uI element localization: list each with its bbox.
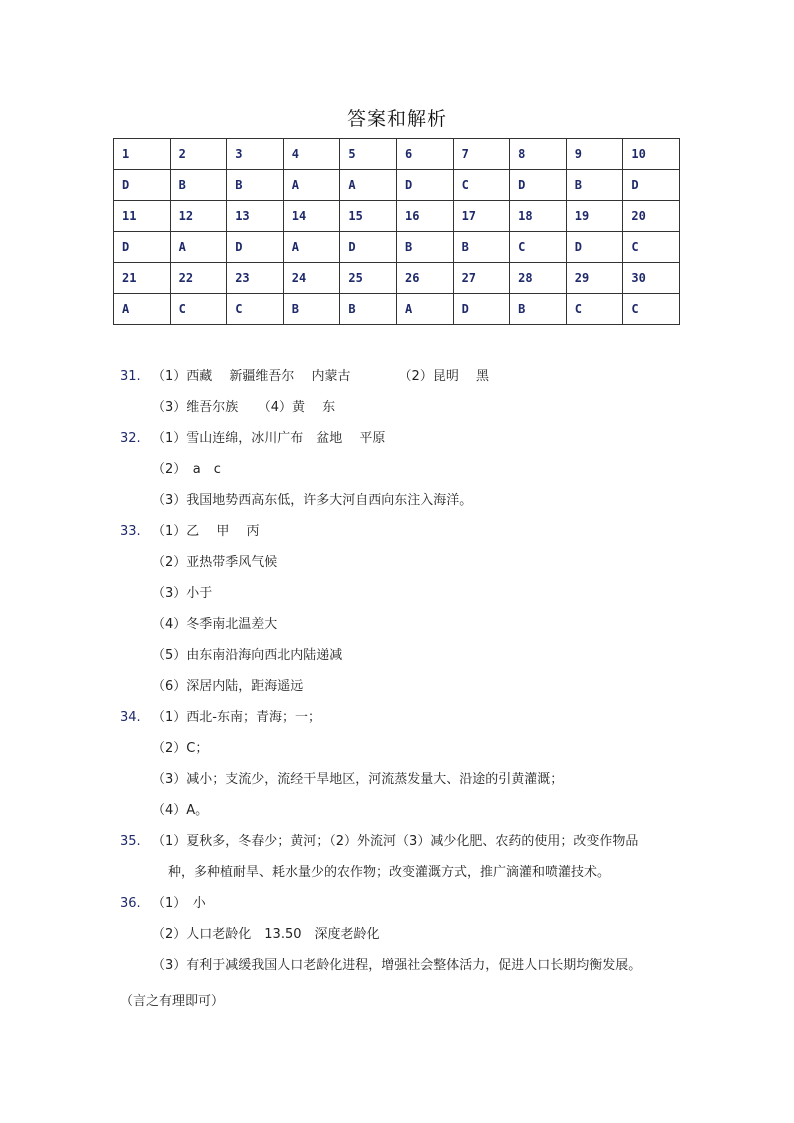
table-cell: 23 (227, 263, 284, 294)
table-cell: C (227, 294, 284, 325)
q33-part-1: （1）乙 甲 丙 (152, 524, 260, 539)
table-cell: 3 (227, 139, 284, 170)
q34-line-3: （3）减小；支流少，流经干旱地区，河流蒸发量大、沿途的引黄灌溉； (152, 772, 564, 787)
q35-part-1: （1）夏秋多，冬春少；黄河；（2）外流河（3）减少化肥、农药的使用；改变作物品 (152, 834, 639, 849)
table-cell: 28 (510, 263, 567, 294)
table-cell: D (340, 232, 397, 263)
table-cell: D (453, 294, 510, 325)
q32-line-3: （3）我国地势西高东低，许多大河自西向东注入海洋。 (152, 493, 473, 508)
q33-line-6: （6）深居内陆，距海遥远 (152, 679, 304, 694)
q34-line-4: （4）A。 (152, 803, 209, 818)
table-cell: 4 (283, 139, 340, 170)
table-cell: 7 (453, 139, 510, 170)
answer-table (113, 138, 680, 325)
table-cell: 18 (510, 201, 567, 232)
q32-line-2: （2） a c (152, 462, 221, 477)
table-cell: 11 (114, 201, 171, 232)
table-cell: 16 (396, 201, 453, 232)
q33-line-5: （5）由东南沿海向西北内陆递减 (152, 648, 343, 663)
table-cell: 8 (510, 139, 567, 170)
table-cell: 20 (623, 201, 680, 232)
table-cell: D (114, 170, 171, 201)
footnote: （言之有理即可） (120, 994, 225, 1009)
table-cell: 25 (340, 263, 397, 294)
q33-line-4: （4）冬季南北温差大 (152, 617, 278, 632)
table-cell: B (566, 170, 623, 201)
q33-line-3: （3）小于 (152, 586, 213, 601)
q34-part-1: （1）西北-东南；青海；一； (152, 710, 321, 725)
q31-line-2: （3）维吾尔族 （4）黄 东 (152, 400, 336, 415)
table-row (114, 294, 680, 325)
table-cell: A (283, 232, 340, 263)
table-cell: 21 (114, 263, 171, 294)
table-cell: 12 (170, 201, 227, 232)
table-cell: 22 (170, 263, 227, 294)
table-cell: 19 (566, 201, 623, 232)
table-cell: A (396, 294, 453, 325)
table-cell: C (510, 232, 567, 263)
q36-line-2: （2）人口老龄化 13.50 深度老龄化 (152, 927, 380, 942)
q33-number: 33. (120, 524, 141, 539)
table-cell: 6 (396, 139, 453, 170)
table-cell: 30 (623, 263, 680, 294)
q36-part-1: （1） 小 (152, 896, 206, 911)
table-row (114, 263, 680, 294)
table-cell: A (340, 170, 397, 201)
q31-line-1 (120, 366, 720, 397)
q34-number: 34. (120, 710, 141, 725)
table-cell: B (510, 294, 567, 325)
q31-number: 31. (120, 369, 141, 384)
table-row (114, 201, 680, 232)
table-cell: D (114, 232, 171, 263)
q31-part-2: （2）昆明 黑 (398, 369, 489, 384)
table-cell: D (566, 232, 623, 263)
table-cell: C (170, 294, 227, 325)
table-row (114, 170, 680, 201)
table-cell: 9 (566, 139, 623, 170)
table-cell: A (170, 232, 227, 263)
table-row (114, 232, 680, 263)
table-cell: C (623, 232, 680, 263)
page-title: 答案和解析 (346, 108, 447, 130)
q36-line-1 (120, 893, 720, 924)
q35-line-1 (120, 831, 720, 862)
table-cell: A (114, 294, 171, 325)
q32-part-1: （1）雪山连绵，冰川广布 盆地 平原 (152, 431, 386, 446)
table-cell: D (227, 232, 284, 263)
table-cell: D (510, 170, 567, 201)
table-cell: 13 (227, 201, 284, 232)
table-cell: C (453, 170, 510, 201)
table-cell: 26 (396, 263, 453, 294)
q36-number: 36. (120, 896, 141, 911)
table-cell: B (340, 294, 397, 325)
q31-part-1: （1）西藏 新疆维吾尔 内蒙古 (152, 369, 351, 384)
table-cell: 5 (340, 139, 397, 170)
answer-explanations (120, 366, 720, 986)
table-cell: D (396, 170, 453, 201)
q36-line-3: （3）有利于减缓我国人口老龄化进程，增强社会整体活力，促进人口长期均衡发展。 (152, 958, 642, 973)
q32-line-1 (120, 428, 720, 459)
table-cell: B (453, 232, 510, 263)
table-cell: 29 (566, 263, 623, 294)
table-cell: B (227, 170, 284, 201)
table-cell: C (623, 294, 680, 325)
table-cell: 1 (114, 139, 171, 170)
table-cell: B (396, 232, 453, 263)
table-cell: B (283, 294, 340, 325)
q34-line-2: （2）C； (152, 741, 209, 756)
table-cell: D (623, 170, 680, 201)
q35-line-2: 种，多种植耐旱、耗水量少的农作物；改变灌溉方式，推广滴灌和喷灌技术。 (168, 865, 611, 880)
table-cell: 24 (283, 263, 340, 294)
q33-line-1 (120, 521, 720, 552)
table-row (114, 139, 680, 170)
table-cell: B (170, 170, 227, 201)
table-cell: A (283, 170, 340, 201)
q32-number: 32. (120, 431, 141, 446)
table-cell: 2 (170, 139, 227, 170)
table-cell: 17 (453, 201, 510, 232)
table-cell: 10 (623, 139, 680, 170)
q35-number: 35. (120, 834, 141, 849)
table-cell: C (566, 294, 623, 325)
table-cell: 27 (453, 263, 510, 294)
table-cell: 14 (283, 201, 340, 232)
q33-line-2: （2）亚热带季风气候 (152, 555, 278, 570)
table-cell: 15 (340, 201, 397, 232)
q34-line-1 (120, 707, 720, 738)
